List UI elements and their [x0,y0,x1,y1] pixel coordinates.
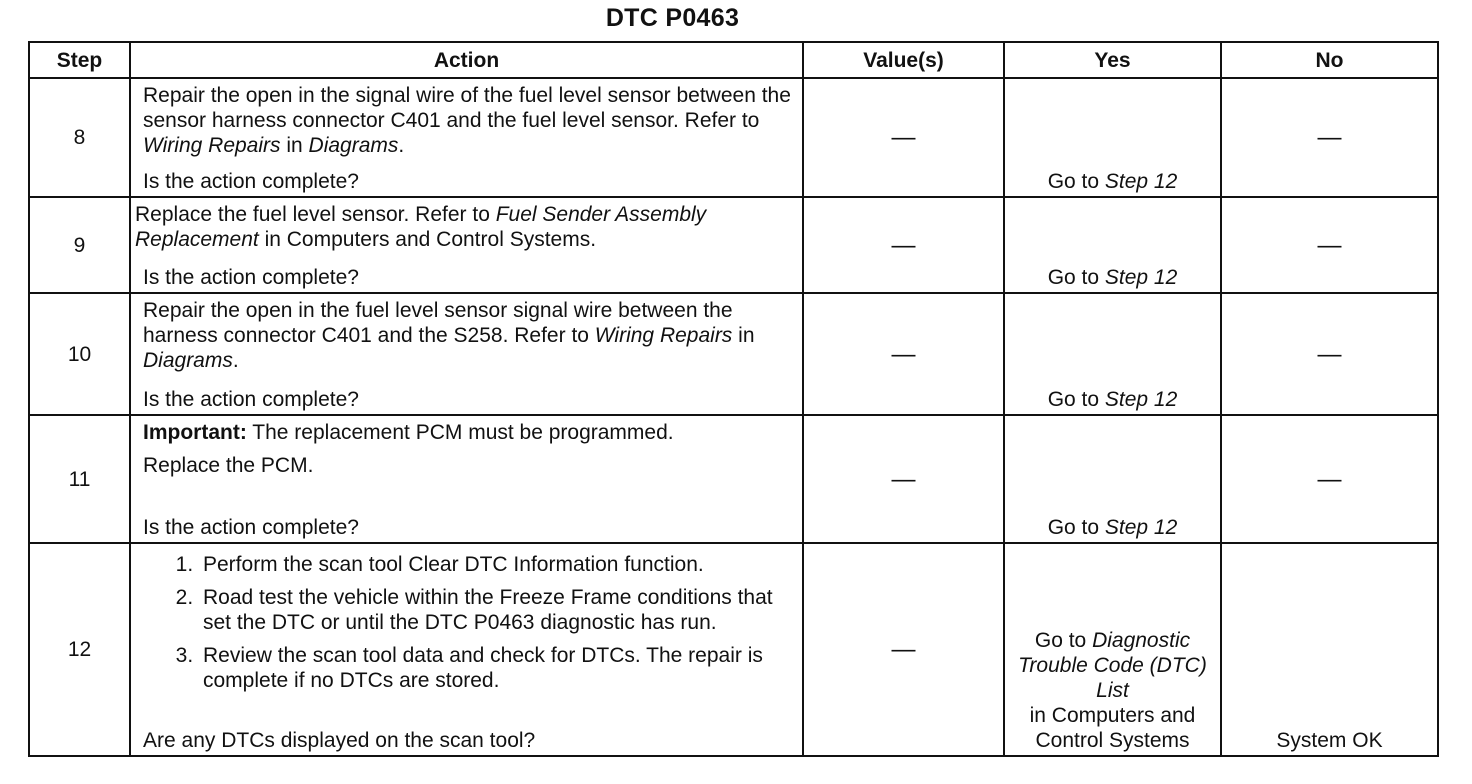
action-question: Is the action complete? [143,388,359,411]
header-values: Value(s) [803,42,1004,78]
action-text: Replace the fuel level sensor. Refer to Fuel Sender Assembly Replacement in Computers and Control Systems. [135,203,707,251]
diagrams-link[interactable]: Diagrams [143,349,233,372]
action-text: Repair the open in the signal wire of the fuel level sensor between the sensor harness connector C401 and the fuel level sensor. Refer to Wiring Repairs in Diagrams. [143,84,791,157]
action-text: Replace the PCM. [143,454,314,477]
yes-cell: Go to Diagnostic Trouble Code (DTC) List in Computers and Control Systems [1004,543,1221,756]
action-cell [130,293,803,415]
value-cell: — [803,415,1004,543]
action-cell [130,415,803,543]
value-cell: — [803,197,1004,293]
no-cell: — [1221,78,1438,197]
step-number: 11 [29,415,130,543]
table-row-step-11 [29,415,1438,543]
table-row-step-9 [29,197,1438,293]
no-cell: — [1221,293,1438,415]
go-to-step-link[interactable]: Step 12 [1104,516,1178,539]
diagrams-link[interactable]: Diagrams [308,134,399,157]
table-row-step-12 [29,543,1438,756]
go-to-step-link[interactable]: Step 12 [1104,388,1178,411]
dtc-list-link[interactable]: Diagnostic Trouble Code (DTC) List [1018,629,1207,702]
step-number: 10 [29,293,130,415]
step-number: 12 [29,543,130,756]
no-cell: — [1221,415,1438,543]
step-number: 8 [29,78,130,197]
value-cell: — [803,293,1004,415]
yes-cell: Go to Step 12 [1004,293,1221,415]
diagnostic-table-container [28,41,1439,757]
step-number: 9 [29,197,130,293]
no-cell: — [1221,197,1438,293]
action-question: Is the action complete? [143,266,359,289]
go-to-step-link[interactable]: Step 12 [1104,170,1178,193]
table-row-step-10 [29,293,1438,415]
header-yes: Yes [1004,42,1221,78]
action-cell [130,78,803,197]
value-cell: — [803,543,1004,756]
important-note: Important: The replacement PCM must be programmed. [143,421,674,444]
table-row-step-8 [29,78,1438,197]
yes-suffix: in Computers and Control Systems [1029,704,1196,752]
action-question: Is the action complete? [143,170,359,193]
header-action: Action [130,42,803,78]
yes-cell: Go to Step 12 [1004,197,1221,293]
go-to-step-link[interactable]: Step 12 [1104,266,1178,289]
diagnostic-table [28,41,1439,757]
action-text: Repair the open in the fuel level sensor signal wire between the harness connector C401 and the S258. Refer to Wiring Repairs in Diagrams. [143,299,755,372]
system-ok-text: System OK [1276,729,1383,752]
page-title: DTC P0463 [605,4,740,32]
header-no: No [1221,42,1438,78]
procedure-item: 1. Perform the scan tool Clear DTC Information function. [199,552,794,577]
action-cell [130,543,803,756]
header-step: Step [29,42,130,78]
wiring-repairs-link[interactable]: Wiring Repairs [143,134,281,157]
yes-cell: Go to Step 12 [1004,415,1221,543]
important-label: Important: [143,421,247,444]
procedure-item: 3. Review the scan tool data and check for DTCs. The repair is complete if no DTCs are stored. [199,643,794,693]
procedure-list [143,552,794,693]
value-cell: — [803,78,1004,197]
no-cell [1221,543,1438,756]
action-question: Is the action complete? [143,516,359,539]
header-row [29,42,1438,78]
action-cell [130,197,803,293]
wiring-repairs-link[interactable]: Wiring Repairs [594,324,733,347]
procedure-item: 2. Road test the vehicle within the Freeze Frame conditions that set the DTC or until the DTC P0463 diagnostic has run. [199,585,794,635]
fuel-sender-replacement-link[interactable]: Fuel Sender Assembly Replacement [135,203,707,251]
yes-cell: Go to Step 12 [1004,78,1221,197]
action-question: Are any DTCs displayed on the scan tool? [143,729,536,752]
